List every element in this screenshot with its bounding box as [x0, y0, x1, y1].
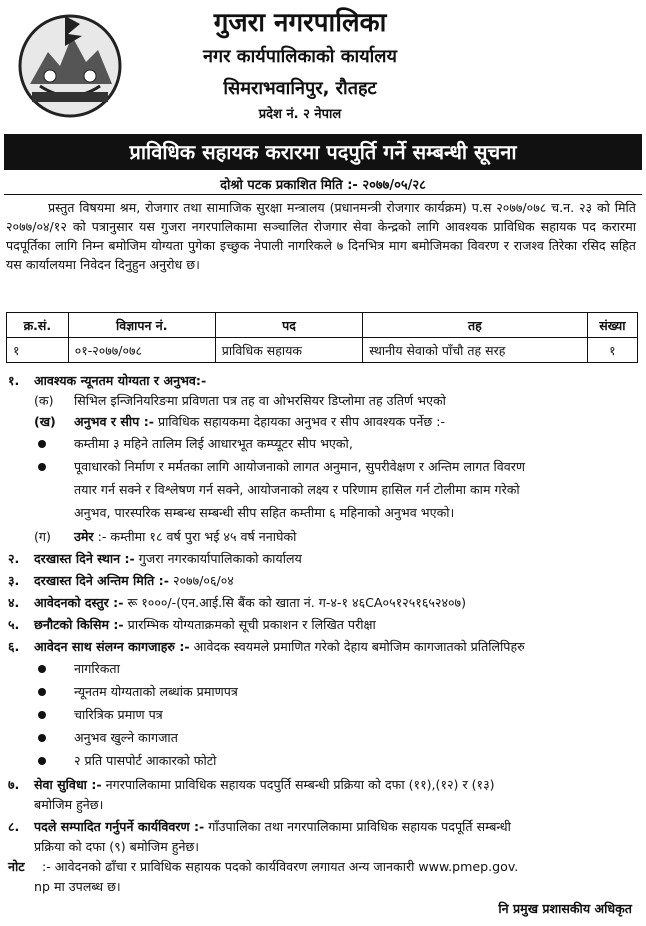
section-7-number: ७.: [8, 777, 20, 792]
section-4-number: ४.: [8, 595, 20, 610]
section-5-heading: छनौटको किसिम :-: [34, 617, 124, 632]
doc-item: नागरिकता: [74, 661, 120, 676]
item-ga-label: (ग): [34, 529, 51, 544]
section-7-text-2: बमोजिम हुनेछ।: [34, 797, 104, 812]
bullet-2-text-2: तयार गर्न सक्ने र विश्लेषण गर्न सक्ने, आयोजनाको लक्ष्य र परिणाम हासिल गर्न टोलीमा काम गरेको: [74, 482, 520, 497]
item-ka-text: सिभिल इन्जिनियरिङमा प्रविणता पत्र तह वा ओभरसियर डिप्लोमा तह उतिर्ण भएको: [74, 393, 446, 408]
col-header: संख्या: [587, 313, 637, 338]
doc-item: न्यूनतम योग्यताको लब्धांक प्रमाणपत्र: [74, 684, 238, 699]
col-header: पद: [215, 313, 362, 338]
bullet-1: [38, 434, 46, 453]
published-date: [0, 175, 646, 193]
section-8-heading: पदले सम्पादित गर्नुपर्ने कार्यविवरण :-: [34, 819, 205, 834]
office-address: सिमराभवानिपुर, रौतहट: [223, 78, 377, 99]
published-label: दोश्रो पटक प्रकाशित मिति :-: [220, 178, 358, 193]
note-text-2: np मा उपलब्ध छ।: [34, 879, 121, 894]
table-cell: ०१-२०७७/०७८: [68, 338, 215, 363]
section-3: [34, 571, 234, 590]
bullet-icon: [38, 757, 46, 765]
signature-title: नि प्रमुख प्रशासकीय अधिकृत: [498, 901, 632, 916]
table-cell: १: [7, 338, 69, 363]
bullet-2: [38, 457, 46, 476]
section-1-heading: आवश्यक न्यूनतम योग्यता र अनुभव:-: [34, 373, 207, 388]
doc-bullet: [38, 751, 46, 770]
section-2: [34, 549, 302, 568]
section-5: [34, 615, 376, 634]
doc-bullet: [38, 705, 46, 724]
col-header: क्र.सं.: [7, 313, 69, 338]
province: प्रदेश नं. २ नेपाल: [258, 107, 342, 122]
col-header: तह: [363, 313, 587, 338]
item-kha-heading: अनुभव र सीप :-: [74, 414, 154, 429]
item-kha-label: (ख): [34, 414, 56, 429]
table-header-row: [7, 313, 638, 338]
intro-paragraph: प्रस्तुत विषयमा श्रम, रोजगार तथा सामाजिक सुरक्षा मन्त्रालय (प्रधानमन्त्री रोजगार कार्यक्रम) प.स २०७७/०७८ च.न. २३ को मिति २०७७/०४/१२ को पत्रानुसार यस गुजरा नगरपालिकामा सञ्चालित रोजगार सेवा केन्द्रको लागि आवश्यक प्राविधिक सहायक पद करारमा पदपूर्तिका लागि निम्न बमोजिम योग्यता पुगेका इच्छुक नेपाली नागरिकले ७ दिनभित्र माग बमोजिमका विवरण र राजश्व तिरेका रसिद सहित यस कार्यालयमा निवेदन दिनुहुन अनुरोध छ।: [6, 200, 636, 272]
doc-item: २ प्रति पासपोर्ट आकारको फोटो: [74, 753, 217, 768]
section-8-text-2: प्रक्रिया को दफा (९) बमोजिम हुनेछ।: [34, 839, 200, 854]
item-kha-body: प्राविधिक सहायकमा देहायका अनुभव र सीप आवश्यक पर्नेछ :-: [157, 414, 445, 429]
item-ka-label: (क): [34, 393, 54, 408]
doc-bullet: [38, 659, 46, 678]
doc-bullet: [38, 728, 46, 747]
note-heading: नोट: [8, 859, 25, 874]
note-text-1: :- आवेदनको ढाँचा र प्राविधिक सहायक पदको कार्यविवरण लगायत अन्य जानकारी www.pmep.gov.: [42, 859, 519, 874]
section-6-number: ६.: [8, 639, 20, 654]
item-ga-heading: उमेर: [74, 529, 94, 544]
org-name: गुजरा नगरपालिका: [213, 8, 387, 38]
office-name: नगर कार्यपालिकाको कार्यालय: [203, 46, 397, 67]
section-8-text: गाँउपालिका तथा नगरपालिकामा प्राविधिक सहायक पदपूर्ति सम्बन्धी: [208, 819, 511, 834]
doc-bullet: [38, 682, 46, 701]
section-6-text: आवेदक स्वयमले प्रमाणित गरेको देहाय बमोजिम कागजातको प्रतिलिपिहरु: [193, 639, 525, 654]
bullet-2-text-1: पूवाधारको निर्माण र मर्मतका लागि आयोजनाको लागत अनुमान, सुपरीवेक्षण र अन्तिम लागत विवरण: [74, 459, 526, 474]
nepal-emblem-logo: [10, 6, 130, 121]
col-header: विज्ञापन नं.: [68, 313, 215, 338]
section-7: [34, 775, 495, 794]
doc-item: चारित्रिक प्रमाण पत्र: [74, 707, 163, 722]
bullet-icon: [38, 711, 46, 719]
item-kha-text: [74, 412, 445, 431]
bullet-icon: [38, 665, 46, 673]
section-5-text: प्रारम्भिक योग्यताक्रमको सूची प्रकाशन र लिखित परीक्षा: [127, 617, 376, 632]
section-8: [34, 817, 511, 836]
section-4-text: रू १०००/-(एन.आई.सि बैंक को खाता नं. ग-४-१ ४६CA०५१२५१६५२४०७): [127, 595, 467, 610]
bullet-icon: [38, 440, 46, 448]
item-ga-body: :- कम्तीमा १८ वर्ष पुरा भई ४५ वर्ष ननाघेको: [97, 529, 297, 544]
section-4-heading: आवेदनको दस्तुर :-: [34, 595, 124, 610]
section-7-text: नगरपालिकामा प्राविधिक सहायक पदपुर्ति सम्बन्धी प्रक्रिया को दफा (११),(१२) र (१३): [105, 777, 495, 792]
section-6: [34, 637, 525, 656]
table-cell: १: [587, 338, 637, 363]
section-4: [34, 593, 466, 612]
item-ga-text: [74, 527, 296, 546]
section-2-text: गुजरा नगरकार्यापालिकाको कार्यालय: [138, 551, 302, 566]
section-1-number: १.: [8, 373, 20, 388]
table-row: [7, 338, 638, 363]
section-3-number: ३.: [8, 573, 20, 588]
section-8-number: ८.: [8, 819, 20, 834]
bullet-icon: [38, 688, 46, 696]
published-date-value: २०७७/०५/२८: [362, 178, 426, 193]
section-7-heading: सेवा सुविधा :-: [34, 777, 102, 792]
section-6-heading: आवेदन साथ संलग्न कागजाहरु :-: [34, 639, 190, 654]
section-5-number: ५.: [8, 617, 20, 632]
divider: [4, 194, 642, 195]
doc-item: अनुभव खुल्ने कागजात: [74, 730, 178, 745]
bullet-icon: [38, 734, 46, 742]
section-2-number: २.: [8, 551, 20, 566]
notice-title: प्राविधिक सहायक करारमा पदपुर्ति गर्ने सम्बन्धी सूचना: [4, 134, 642, 170]
bullet-icon: [38, 463, 46, 471]
table-cell: प्राविधिक सहायक: [215, 338, 362, 363]
section-3-text: २०७७/०६/०४: [172, 573, 234, 588]
section-2-heading: दरखास्त दिने स्थान :-: [34, 551, 135, 566]
table-cell: स्थानीय सेवाको पाँचौ तह सरह: [363, 338, 587, 363]
section-3-heading: दरखास्त दिने अन्तिम मिति :-: [34, 573, 169, 588]
bullet-1-text: कम्तीमा ३ महिने तालिम लिई आधारभूत कम्प्यूटर सीप भएको,: [74, 436, 353, 451]
vacancy-table: [6, 312, 638, 363]
bullet-2-text-3: अनुभव, पारस्परिक सम्बन्ध सम्बन्धी सीप सहित कम्तीमा ६ महिनाको अनुभव भएको।: [74, 505, 455, 520]
